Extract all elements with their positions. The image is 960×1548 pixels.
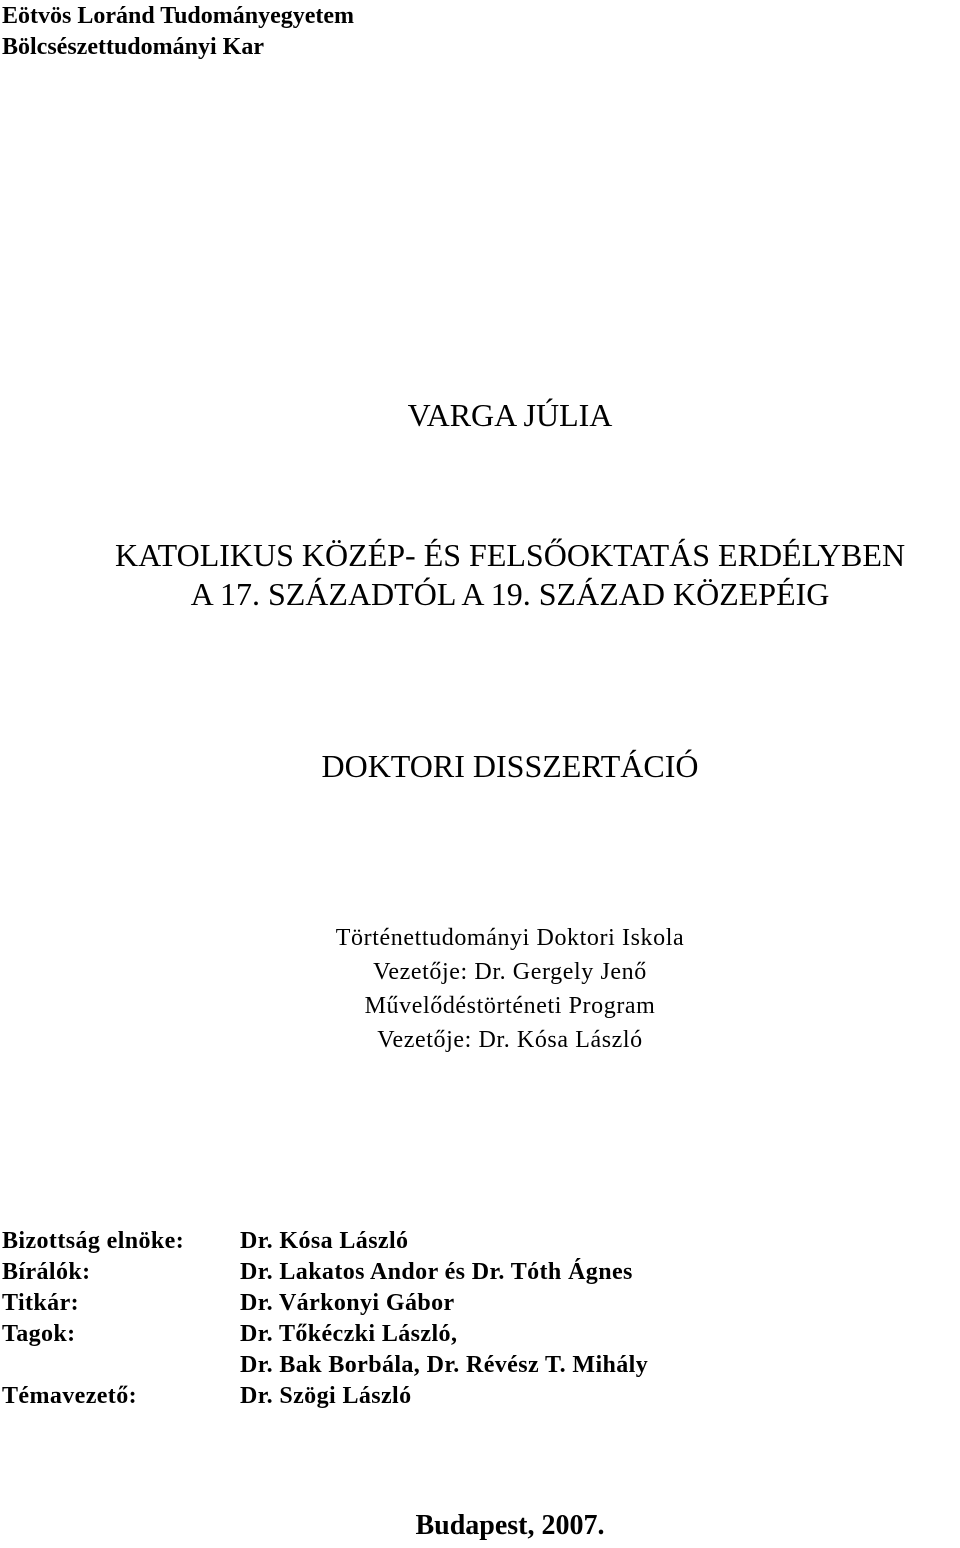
committee-role: Bizottság elnöke: xyxy=(2,1228,185,1254)
committee-role: Titkár: xyxy=(2,1290,80,1316)
place-and-year: Budapest, 2007. xyxy=(415,1510,605,1541)
committee-names: Dr. Bak Borbála, Dr. Révész T. Mihály xyxy=(240,1352,649,1378)
committee-names: Dr. Kósa László xyxy=(240,1228,409,1254)
committee-names: Dr. Szögi László xyxy=(240,1383,412,1409)
committee-role: Témavezető: xyxy=(2,1383,137,1409)
title-line-2: A 17. SZÁZADTÓL A 19. SZÁZAD KÖZEPÉIG xyxy=(190,576,830,612)
committee-names: Dr. Tőkéczki László, xyxy=(240,1321,458,1347)
committee-names: Dr. Várkonyi Gábor xyxy=(240,1290,455,1316)
committee-role: Bírálók: xyxy=(2,1259,91,1285)
university-name: Eötvös Loránd Tudományegyetem xyxy=(2,3,355,29)
faculty-name: Bölcsészettudományi Kar xyxy=(2,34,264,60)
program-name: Művelődéstörténeti Program xyxy=(364,993,656,1019)
doctoral-school-name: Történettudományi Doktori Iskola xyxy=(335,925,685,951)
committee-role: Tagok: xyxy=(2,1321,76,1347)
committee-names: Dr. Lakatos Andor és Dr. Tóth Ágnes xyxy=(240,1259,633,1285)
title-line-1: KATOLIKUS KÖZÉP- ÉS FELSŐOKTATÁS ERDÉLYBEN xyxy=(114,537,906,573)
author-name: VARGA JÚLIA xyxy=(407,397,613,433)
doctoral-school-head: Vezetője: Dr. Gergely Jenő xyxy=(373,959,647,985)
document-type: DOKTORI DISSZERTÁCIÓ xyxy=(321,748,699,784)
program-head: Vezetője: Dr. Kósa László xyxy=(377,1027,643,1053)
